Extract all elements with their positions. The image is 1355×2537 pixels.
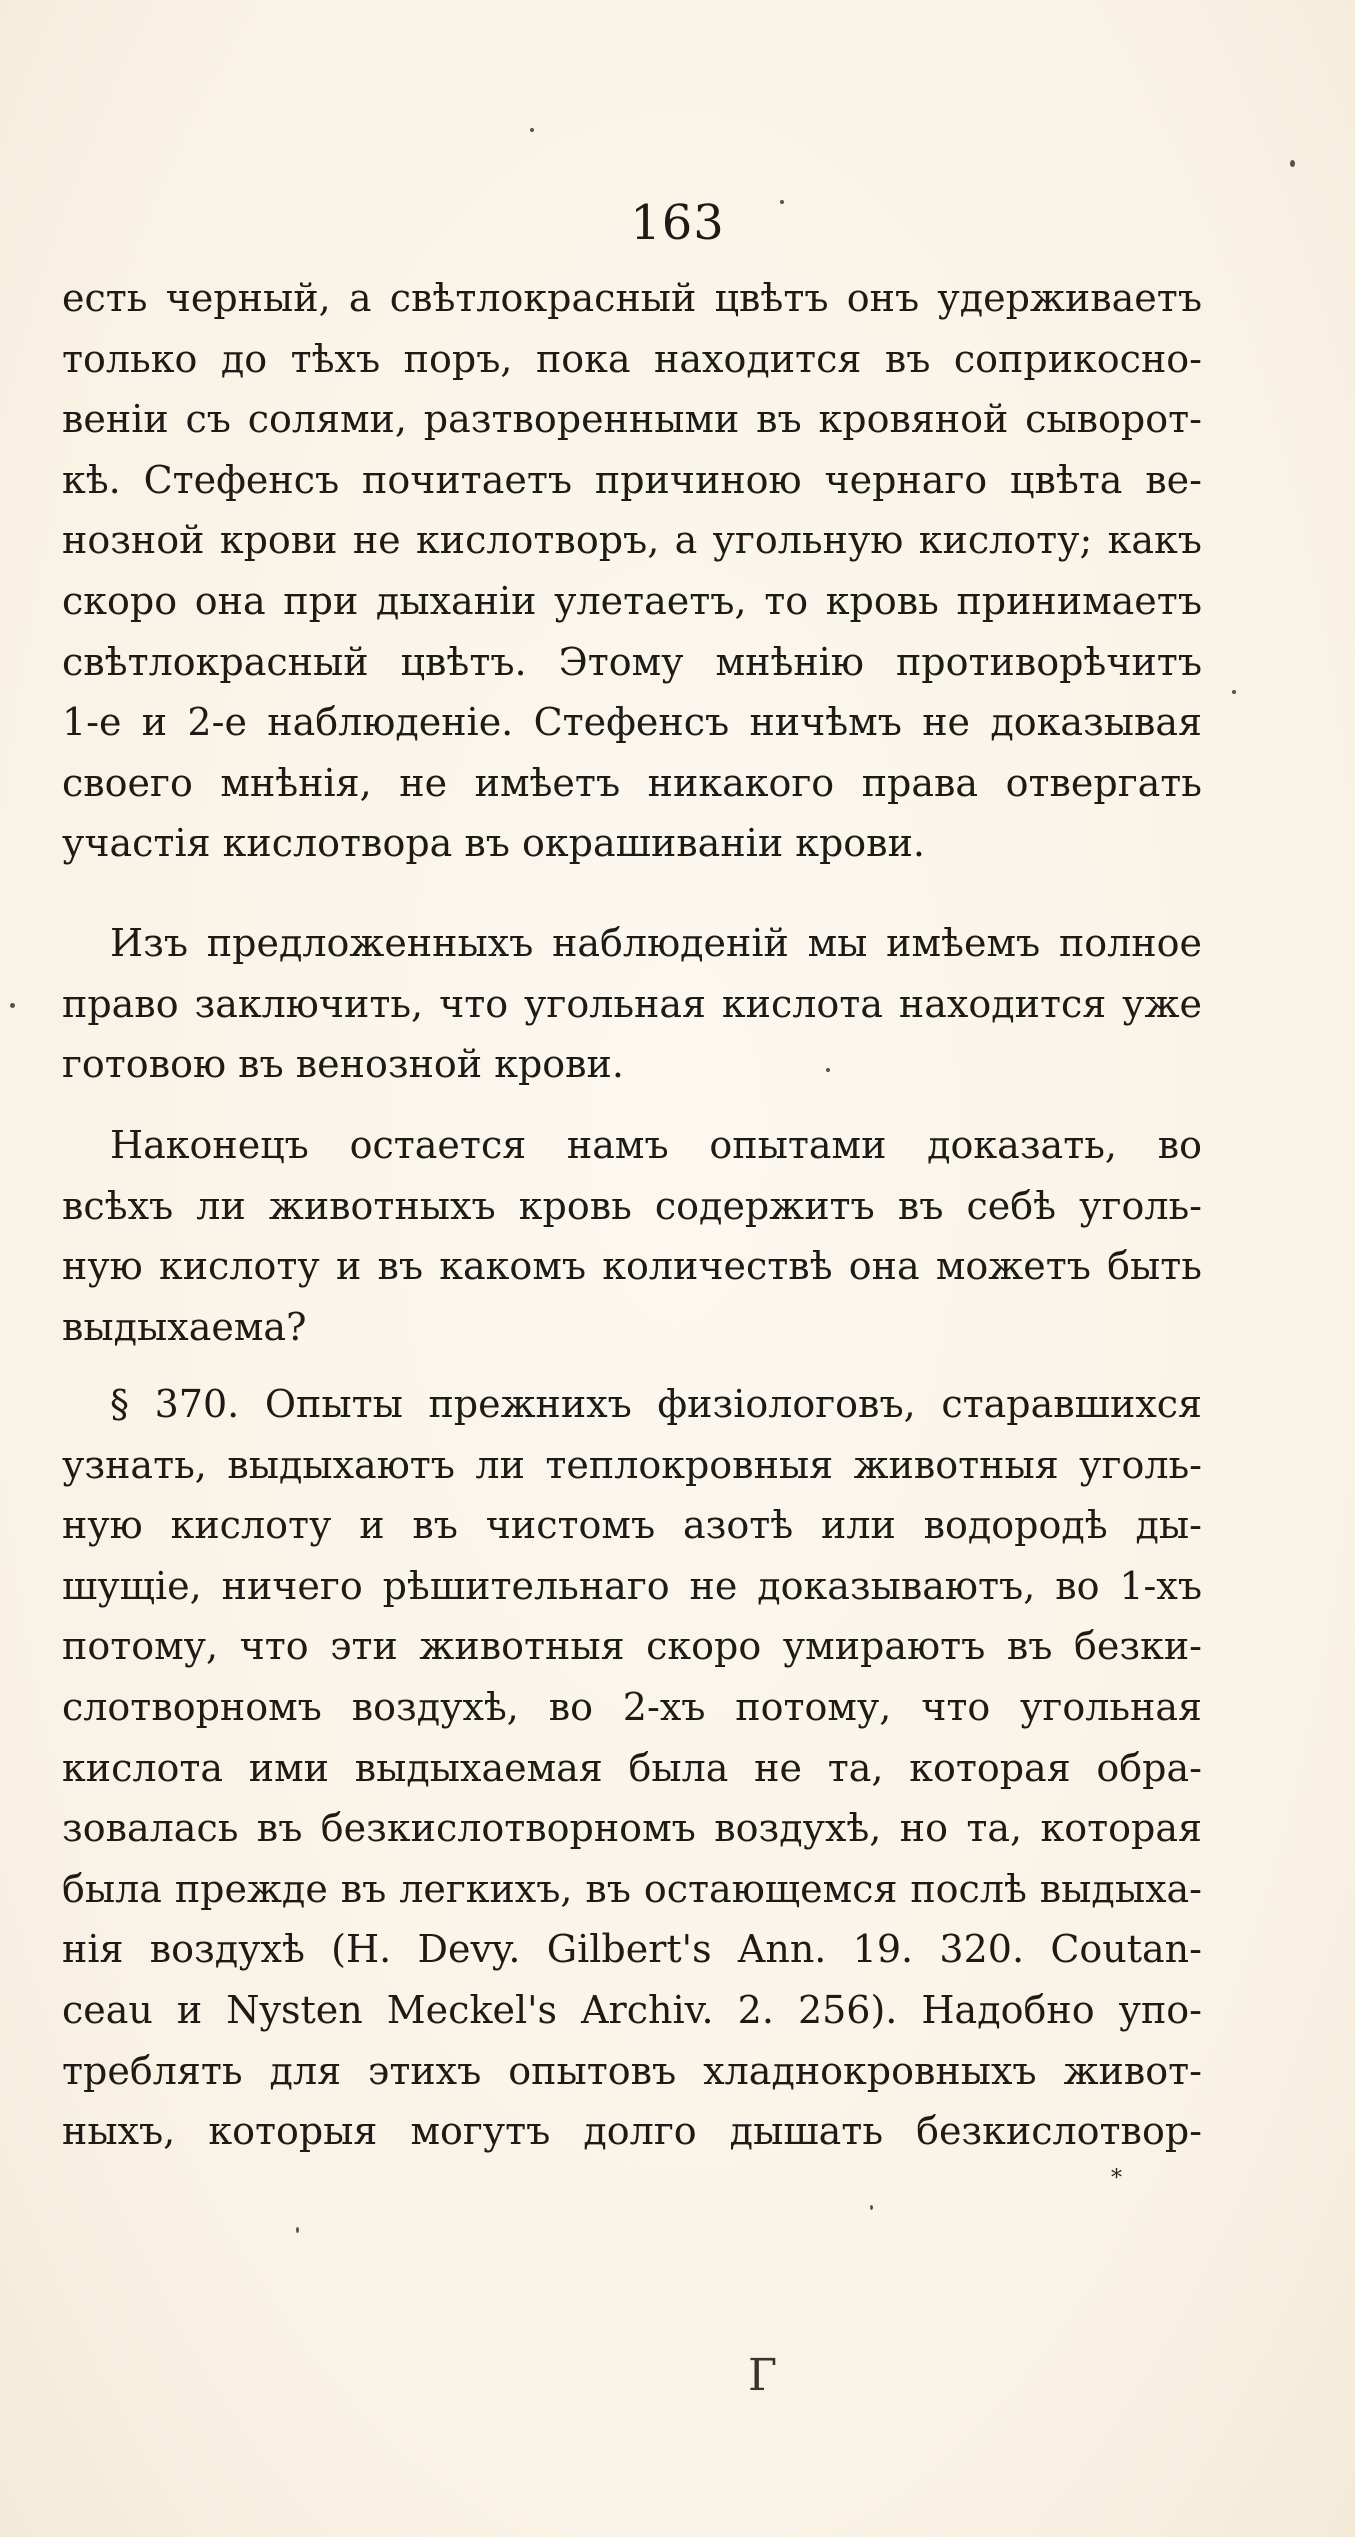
- paragraph-3: [62, 1115, 1202, 1357]
- print-speck: [296, 2227, 299, 2233]
- text-line: скоро она при дыханіи улетаетъ, то кровь принимаетъ: [62, 578, 1202, 623]
- text-line: § 370. Опыты прежнихъ физіологовъ, старавшихся: [110, 1382, 1202, 1426]
- text-line: потому, что эти животныя скоро умираютъ въ безки-: [62, 1624, 1202, 1669]
- text-line: узнать, выдыхаютъ ли теплокровныя животныя уголь-: [62, 1442, 1202, 1487]
- text-line: ную кислоту и въ чистомъ азотѣ или водородѣ ды-: [62, 1503, 1202, 1548]
- text-line: есть черный, а свѣтлокрасный цвѣтъ онъ удерживаетъ: [62, 276, 1202, 320]
- text-line: Изъ предложенныхъ наблюденій мы имѣемъ полное: [110, 921, 1202, 965]
- print-speck: [1290, 160, 1295, 167]
- bottom-mark: Г: [748, 2350, 778, 2401]
- text-line: слотворномъ воздухѣ, во 2-хъ потому, что угольная: [62, 1684, 1202, 1729]
- print-speck: [826, 1068, 830, 1072]
- text-line: участія кислотвора въ окрашиваніи крови.: [62, 821, 925, 866]
- text-line: право заключить, что угольная кислота находится уже: [62, 981, 1202, 1026]
- page-number: 163: [630, 195, 725, 251]
- text-line: зовалась въ безкислотворномъ воздухѣ, но та, которая: [62, 1806, 1202, 1851]
- text-line: свѣтлокрасный цвѣтъ. Этому мнѣнію противорѣчитъ: [62, 639, 1202, 684]
- print-speck: [530, 128, 534, 132]
- text-line: всѣхъ ли животныхъ кровь содержитъ въ себѣ уголь-: [62, 1183, 1202, 1228]
- text-line: 1-е и 2-е наблюденіе. Стефенсъ ничѣмъ не доказывая: [62, 700, 1202, 745]
- text-line: нія воздухѣ (H. Devy. Gilbert's Ann. 19. 320. Coutan-: [62, 1927, 1202, 1972]
- text-line: Наконецъ остается намъ опытами доказать, во: [110, 1123, 1202, 1167]
- text-line: ceau и Nysten Meckel's Archiv. 2. 256). Надобно упо-: [62, 1987, 1202, 2032]
- text-line: веніи съ солями, разтворенными въ кровяной сыворот-: [62, 397, 1202, 442]
- text-line: шущіе, ничего рѣшительнаго не доказываютъ, во 1-хъ: [62, 1563, 1202, 1608]
- paragraph-1: [62, 268, 1202, 874]
- text-line: кѣ. Стефенсъ почитаетъ причиною чернаго цвѣта ве-: [62, 457, 1202, 502]
- print-speck: [870, 2205, 873, 2210]
- signature-star-mark: *: [1111, 2166, 1122, 2191]
- print-speck: [1232, 690, 1236, 694]
- text-line: ную кислоту и въ какомъ количествѣ она можетъ быть: [62, 1244, 1202, 1289]
- text-line: была прежде въ легкихъ, въ остающемся послѣ выдыха-: [62, 1866, 1202, 1911]
- print-speck: [780, 200, 784, 204]
- text-line: только до тѣхъ поръ, пока находится въ соприкосно-: [62, 336, 1202, 381]
- text-line: готовою въ венозной крови.: [62, 1042, 624, 1087]
- print-speck: [10, 1003, 15, 1008]
- text-line: ныхъ, которыя могутъ долго дышать безкислотвор-: [62, 2109, 1202, 2154]
- paragraph-4: [62, 1374, 1202, 2162]
- text-line: нозной крови не кислотворъ, а угольную кислоту; какъ: [62, 518, 1202, 563]
- text-line: выдыхаема?: [62, 1304, 307, 1349]
- text-line: кислота ими выдыхаемая была не та, которая обра-: [62, 1745, 1202, 1790]
- text-line: треблять для этихъ опытовъ хладнокровныхъ живот-: [62, 2048, 1202, 2093]
- text-line: своего мнѣнія, не имѣетъ никакого права отвергать: [62, 760, 1202, 805]
- paragraph-2: [62, 913, 1202, 1095]
